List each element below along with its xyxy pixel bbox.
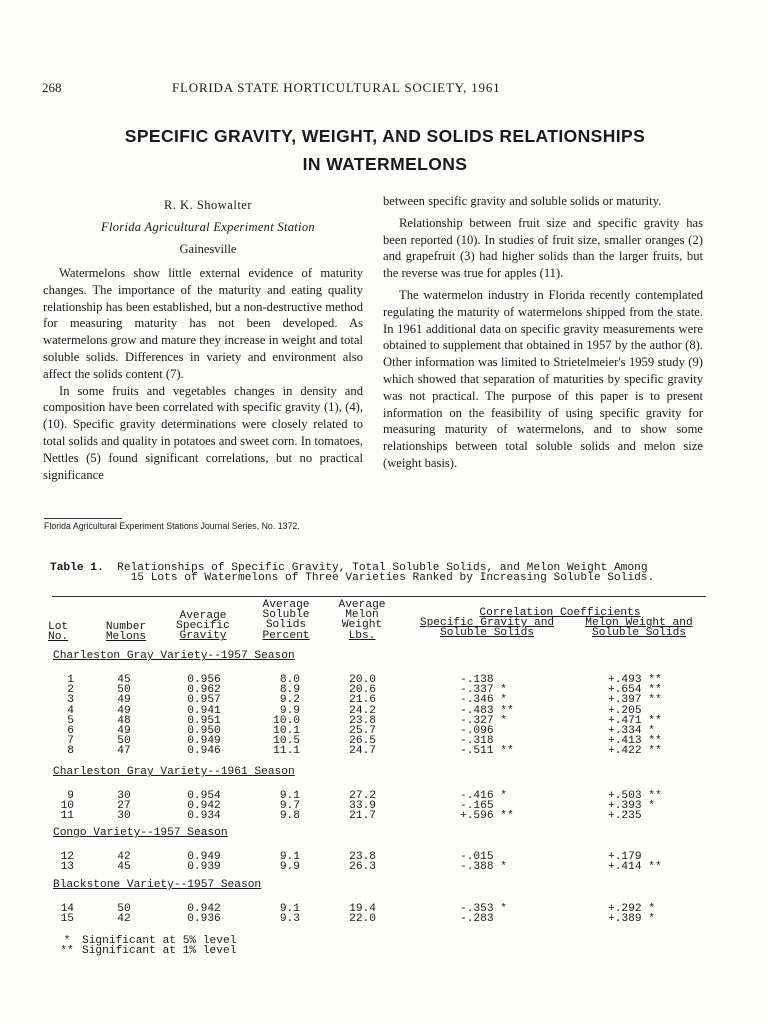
cell-soluble-solids: 9.2 — [279, 694, 300, 707]
cell-specific-gravity: 0.942 — [187, 800, 221, 813]
cell-number: 42 — [117, 913, 131, 926]
cell-corr-weight: +.389 * — [608, 913, 655, 926]
cell-corr-weight: +.422 ** — [608, 745, 662, 758]
cell-corr-weight: +.414 ** — [608, 861, 662, 874]
cell-lot: 13 — [60, 861, 74, 874]
cell-soluble-solids: 11.1 — [273, 745, 300, 758]
cell-soluble-solids: 8.0 — [279, 674, 300, 686]
cell-corr-sg: -.346 * — [460, 694, 507, 707]
location: Gainesville — [179, 242, 237, 256]
cell-corr-weight: +.654 ** — [608, 684, 662, 697]
significance-note: * Significant at 5% level — [63, 935, 237, 947]
section-label: Blackstone Variety--1957 Season — [53, 879, 262, 891]
cell-corr-weight: +.292 * — [608, 903, 655, 915]
cell-number: 49 — [117, 725, 131, 737]
cell-specific-gravity: 0.962 — [187, 684, 221, 697]
cell-soluble-solids: 8.9 — [279, 684, 300, 697]
cell-number: 50 — [117, 903, 131, 915]
cell-specific-gravity: 0.950 — [187, 725, 221, 737]
cell-lot: 4 — [67, 704, 74, 717]
cell-number: 50 — [117, 684, 131, 697]
footnote: Florida Agricultural Experiment Stations Journal Series, No. 1372. — [44, 521, 300, 531]
cell-specific-gravity: 0.957 — [187, 694, 221, 707]
affiliation: Florida Agricultural Experiment Station — [101, 220, 315, 234]
cell-lot: 12 — [60, 851, 74, 863]
cell-melon-weight: 20.0 — [349, 674, 376, 686]
paragraph: between specific gravity and soluble solids or maturity. — [383, 194, 662, 208]
cell-specific-gravity: 0.941 — [187, 704, 221, 717]
cell-soluble-solids: 10.0 — [273, 714, 300, 727]
cell-melon-weight: 25.7 — [349, 725, 376, 737]
table-row — [0, 801, 768, 811]
significance-note: ** Significant at 1% level — [60, 945, 237, 957]
cell-corr-sg: -.165 — [460, 800, 494, 813]
cell-specific-gravity: 0.954 — [187, 790, 221, 802]
cell-lot: 15 — [60, 913, 74, 926]
cell-number: 49 — [117, 694, 131, 707]
cell-number: 30 — [117, 790, 131, 802]
cell-soluble-solids: 9.3 — [279, 913, 300, 926]
table-row — [0, 811, 768, 821]
cell-number: 45 — [117, 861, 131, 874]
table-label: Table 1. — [50, 562, 104, 574]
cell-corr-sg: +.596 ** — [460, 810, 514, 823]
cell-corr-weight: +.413 ** — [608, 735, 662, 748]
cell-number: 42 — [117, 851, 131, 863]
cell-corr-sg: -.015 — [460, 851, 494, 863]
cell-number: 27 — [117, 800, 131, 813]
cell-specific-gravity: 0.951 — [187, 714, 221, 727]
cell-specific-gravity: 0.956 — [187, 674, 221, 686]
col-header-lot: Lot No. — [48, 621, 69, 644]
journal-name: FLORIDA STATE HORTICULTURAL SOCIETY, 1961 — [172, 80, 501, 95]
cell-corr-sg: -.096 — [460, 725, 494, 737]
col-header-number: Number Melons — [105, 621, 147, 644]
caption-line: 15 Lots of Watermelons of Three Varieties Ranked by Increasing Soluble Solids. — [130, 572, 655, 585]
cell-corr-sg: -.283 — [460, 913, 494, 926]
cell-soluble-solids: 9.1 — [279, 790, 300, 802]
table-row — [0, 914, 768, 924]
cell-corr-sg: -.318 — [460, 735, 494, 748]
paragraph: The watermelon industry in Florida recently contemplated regulating the maturity of watermelons shipped from the state. In 1961 additional data on specific gravity measurements were obtained to supplement that obtained in 1957 by the author (8). Other information was limited to Strietelmeier's 1959 study (9) which showed that separation of maturities by specific gravity was not practical. The purpose of this paper is to present information on the feasibility of using specific gravity for measuring maturity of watermelons, and to show some relationships between total soluble solids and melon size (weight basis). — [383, 287, 703, 470]
cell-lot: 5 — [67, 714, 74, 727]
cell-melon-weight: 26.3 — [349, 861, 376, 874]
cell-corr-weight: +.334 * — [608, 725, 655, 737]
cell-corr-weight: +.179 — [608, 851, 642, 863]
col-header-correlation-group: Correlation Coefficients — [479, 607, 641, 619]
cell-corr-sg: -.388 * — [460, 861, 507, 874]
cell-number: 49 — [117, 704, 131, 717]
page-number: 268 — [42, 80, 62, 95]
cell-corr-weight: +.235 — [608, 810, 642, 823]
cell-corr-sg: -.483 ** — [460, 704, 514, 717]
title-line: SPECIFIC GRAVITY, WEIGHT, AND SOLIDS RELATIONSHIPS — [124, 126, 646, 146]
cell-lot: 11 — [60, 810, 74, 823]
cell-soluble-solids: 9.8 — [279, 810, 300, 823]
cell-soluble-solids: 10.5 — [273, 735, 300, 748]
cell-corr-weight: +.205 — [608, 704, 642, 717]
cell-lot: 6 — [67, 725, 74, 737]
col-header-corr-weight: Melon Weight and Soluble Solids — [585, 617, 693, 640]
cell-soluble-solids: 9.9 — [279, 704, 300, 717]
cell-melon-weight: 24.7 — [349, 745, 376, 758]
col-header-melon-weight: Average Melon Weight Lbs. — [338, 599, 386, 642]
cell-corr-weight: +.503 ** — [608, 790, 662, 802]
cell-lot: 10 — [60, 800, 74, 813]
cell-lot: 8 — [67, 745, 74, 758]
cell-corr-sg: -.353 * — [460, 903, 507, 915]
cell-melon-weight: 26.5 — [349, 735, 376, 748]
cell-number: 47 — [117, 745, 131, 758]
cell-melon-weight: 21.7 — [349, 810, 376, 823]
cell-corr-sg: -.138 — [460, 674, 494, 686]
cell-corr-sg: -.337 * — [460, 684, 507, 697]
cell-corr-weight: +.493 ** — [608, 674, 662, 686]
cell-number: 48 — [117, 714, 131, 727]
cell-specific-gravity: 0.936 — [187, 913, 221, 926]
cell-melon-weight: 22.0 — [349, 913, 376, 926]
cell-number: 50 — [117, 735, 131, 748]
cell-corr-weight: +.393 * — [608, 800, 655, 813]
table-row — [0, 695, 768, 705]
cell-melon-weight: 23.8 — [349, 714, 376, 727]
cell-melon-weight: 27.2 — [349, 790, 376, 802]
cell-melon-weight: 21.6 — [349, 694, 376, 707]
cell-soluble-solids: 9.7 — [279, 800, 300, 813]
cell-number: 45 — [117, 674, 131, 686]
cell-specific-gravity: 0.946 — [187, 745, 221, 758]
cell-lot: 7 — [67, 735, 74, 748]
cell-soluble-solids: 10.1 — [273, 725, 300, 737]
cell-corr-sg: -.511 ** — [460, 745, 514, 758]
cell-melon-weight: 20.6 — [349, 684, 376, 697]
col-header-corr-sg: Specific Gravity and Soluble Solids — [419, 617, 555, 640]
cell-specific-gravity: 0.934 — [187, 810, 221, 823]
cell-lot: 2 — [67, 684, 74, 697]
caption-line: Relationships of Specific Gravity, Total Soluble Solids, and Melon Weight Among — [117, 562, 648, 574]
cell-melon-weight: 33.9 — [349, 800, 376, 813]
paragraph: In some fruits and vegetables changes in density and composition have been correlated with specific gravity (1), (4), (10). Specific gravity determinations were closely related to total solids and quality in potatoes and sweet corn. In tomatoes, Nettles (5) found significant correlations, but no practical significance — [43, 383, 363, 482]
section-label: Charleston Gray Variety--1961 Season — [53, 766, 295, 778]
cell-specific-gravity: 0.942 — [187, 903, 221, 915]
cell-corr-sg: -.416 * — [460, 790, 507, 802]
cell-specific-gravity: 0.939 — [187, 861, 221, 874]
paragraph: Watermelons show little external evidence of maturity changes. The importance of the maturity and eating quality relationship has been established, but a non-destructive method for measuring maturity has not been developed. As watermelons grow and mature they increase in weight and total soluble solids. Differences in variety and environment also affect the solids content (7). — [43, 266, 363, 381]
cell-lot: 1 — [67, 674, 74, 686]
cell-soluble-solids: 9.1 — [279, 851, 300, 863]
title-line: IN WATERMELONS — [302, 154, 468, 174]
cell-melon-weight: 23.8 — [349, 851, 376, 863]
cell-specific-gravity: 0.949 — [187, 735, 221, 748]
paragraph: Relationship between fruit size and specific gravity has been reported (10). In studies of fruit size, smaller oranges (2) and grapefruit (3) had higher solids than the larger fruits, but the reverse was true for apples (11). — [383, 215, 703, 281]
cell-soluble-solids: 9.9 — [279, 861, 300, 874]
cell-corr-weight: +.471 ** — [608, 714, 662, 727]
cell-melon-weight: 19.4 — [349, 903, 376, 915]
cell-soluble-solids: 9.1 — [279, 903, 300, 915]
col-header-specific-gravity: Average Specific Gravity — [176, 610, 230, 643]
cell-corr-weight: +.397 ** — [608, 694, 662, 707]
cell-lot: 3 — [67, 694, 74, 707]
cell-corr-sg: -.327 * — [460, 714, 507, 727]
table-row — [0, 862, 768, 872]
section-label: Charleston Gray Variety--1957 Season — [53, 650, 295, 662]
cell-lot: 9 — [67, 790, 74, 802]
cell-melon-weight: 24.2 — [349, 704, 376, 717]
cell-lot: 14 — [60, 903, 74, 915]
section-label: Congo Variety--1957 Season — [53, 827, 228, 839]
cell-specific-gravity: 0.949 — [187, 851, 221, 863]
cell-number: 30 — [117, 810, 131, 823]
author-name: R. K. Showalter — [163, 198, 253, 212]
col-header-soluble-solids: Average Soluble Solids Percent — [262, 599, 310, 642]
table-row — [0, 746, 768, 756]
